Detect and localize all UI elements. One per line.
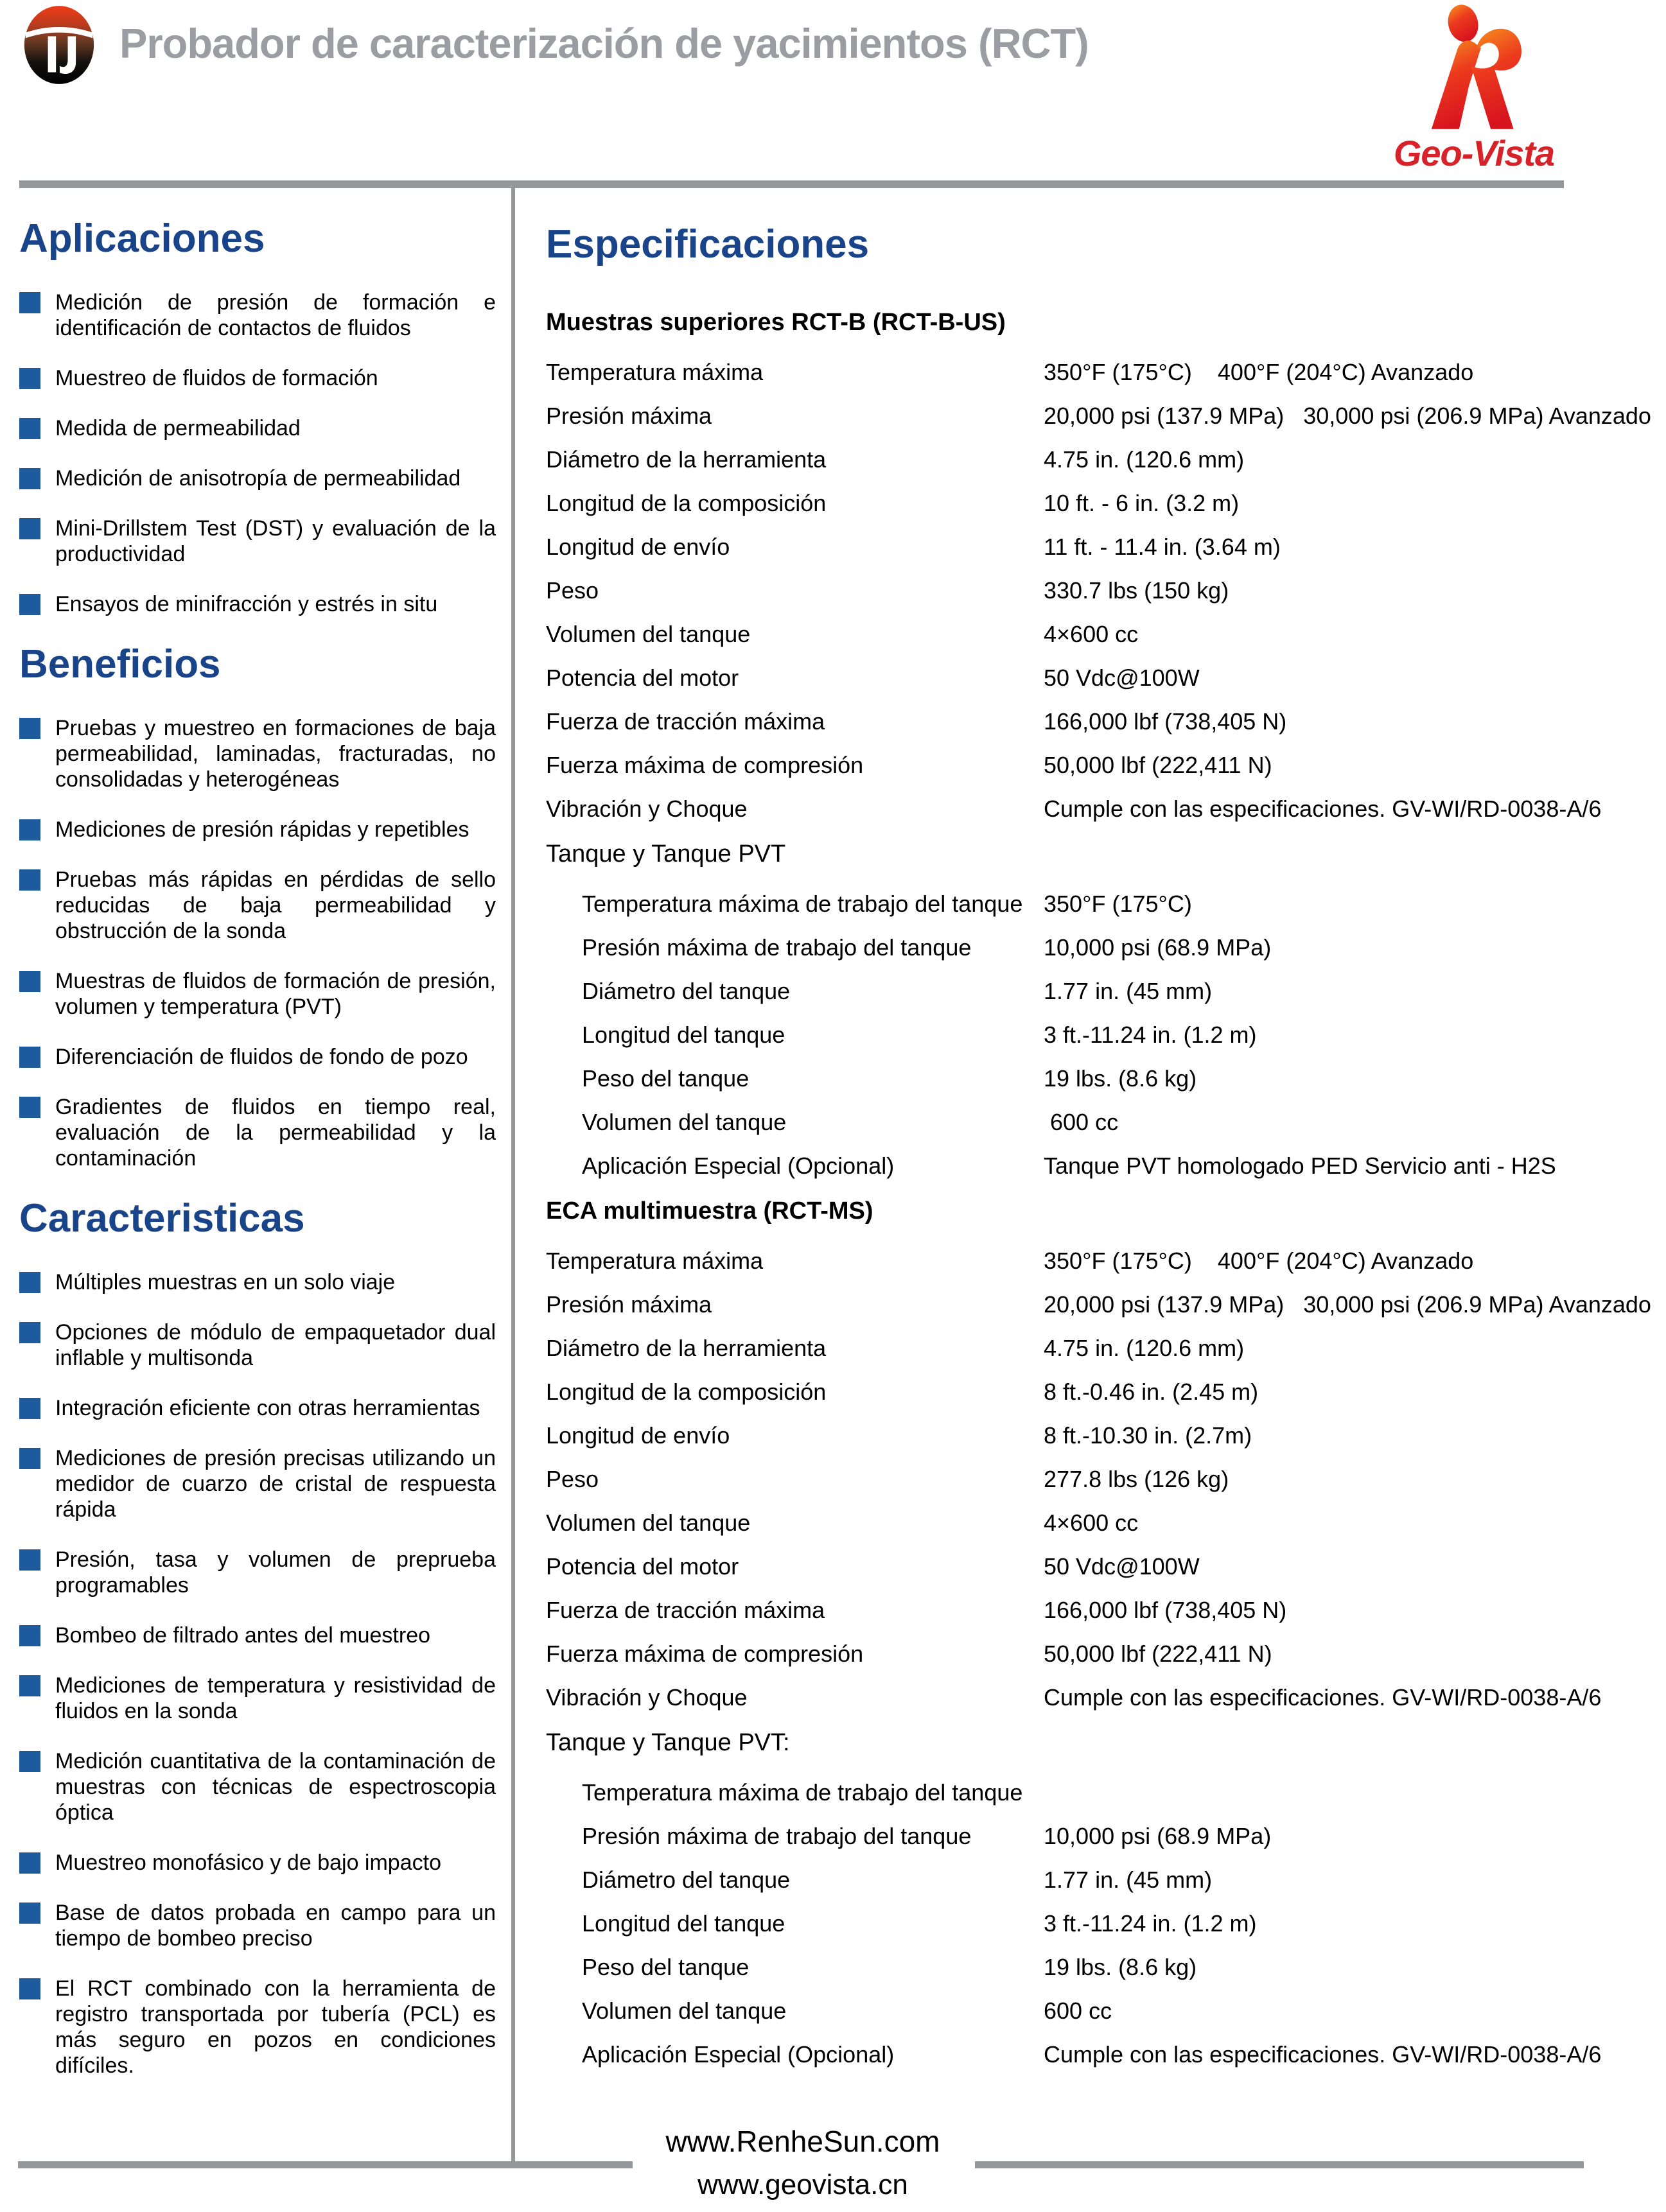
bullet-square-icon <box>19 292 40 313</box>
spec-row <box>546 1510 1656 1536</box>
spec-label: Diámetro del tanque <box>582 1867 791 1893</box>
spec-value: 10,000 psi (68.9 MPa) <box>1044 1823 1272 1849</box>
spec-row <box>546 1336 1656 1361</box>
bullet-text: Ensayos de minifracción y estrés in situ <box>55 592 438 616</box>
bullet-item <box>19 1445 496 1522</box>
header-rule <box>19 180 1564 188</box>
spec-label: Potencia del motor <box>546 665 739 691</box>
bullet-item <box>19 1673 496 1724</box>
spec-value: 4.75 in. (120.6 mm) <box>1044 1335 1245 1361</box>
spec-label: Temperatura máxima de trabajo del tanque <box>582 891 1023 917</box>
bullet-item <box>19 1395 496 1421</box>
spec-row <box>546 665 1656 691</box>
spec-label: Longitud del tanque <box>582 1910 785 1937</box>
spec-sections <box>546 308 1656 2068</box>
bullet-text: Bombeo de filtrado antes del muestreo <box>55 1623 431 1648</box>
footer-url-geovista: www.geovista.cn <box>697 2169 908 2200</box>
bullet-item <box>19 1547 496 1598</box>
footer-rule-right <box>975 2161 1584 2168</box>
spec-value: 600 cc <box>1044 1998 1112 2024</box>
spec-row <box>546 1955 1656 1980</box>
spec-value: Cumple con las especificaciones. GV-WI/RD-0038-A/6 <box>1044 2041 1602 2068</box>
bullet-item <box>19 591 496 617</box>
spec-value: 50 Vdc@100W <box>1044 1553 1200 1580</box>
bullet-item <box>19 867 496 944</box>
spec-label: Potencia del motor <box>546 1553 739 1580</box>
spec-label: Aplicación Especial (Opcional) <box>582 2041 895 2068</box>
bullet-square-icon <box>19 518 40 539</box>
bullet-text: Medición cuantitativa de la contaminación de muestras con técnicas de espectroscopia óptica <box>55 1749 496 1825</box>
bullet-item <box>19 290 496 341</box>
spec-row <box>546 979 1656 1004</box>
spec-value: 8 ft.-10.30 in. (2.7m) <box>1044 1422 1252 1449</box>
bullet-square-icon <box>19 1978 40 1999</box>
spec-row <box>546 935 1656 961</box>
bullet-text: Mediciones de presión rápidas y repetibles <box>55 817 469 842</box>
bullet-text: Medición de anisotropía de permeabilidad <box>55 466 461 491</box>
bullet-item <box>19 365 496 391</box>
spec-label: Aplicación Especial (Opcional) <box>582 1153 895 1179</box>
brand-wordmark: Geo-Vista <box>1393 133 1555 173</box>
spec-row <box>546 578 1656 604</box>
bullet-square-icon <box>19 1047 40 1068</box>
bullet-text: Presión, tasa y volumen de preprueba programables <box>55 1547 496 1598</box>
spec-value: 20,000 psi (137.9 MPa) 30,000 psi (206.9 MPa) Avanzado <box>1044 403 1651 429</box>
spec-label: Longitud de envío <box>546 1422 730 1449</box>
spec-value: Tanque PVT homologado PED Servicio anti - H2S <box>1044 1153 1556 1179</box>
bullet-square-icon <box>19 1448 40 1469</box>
bullet-square-icon <box>19 1625 40 1646</box>
spec-row <box>546 1641 1656 1667</box>
bullet-item <box>19 817 496 842</box>
spec-row <box>546 1292 1656 1318</box>
spec-row <box>546 1110 1656 1135</box>
spec-row <box>546 1467 1656 1492</box>
spec-row <box>546 491 1656 516</box>
spec-row <box>546 1022 1656 1048</box>
bullet-square-icon <box>19 468 40 489</box>
bullet-text: Muestreo de fluidos de formación <box>55 366 378 390</box>
spec-label: Temperatura máxima <box>546 359 764 385</box>
spec-label: Peso del tanque <box>582 1065 750 1092</box>
footer-rule-left <box>18 2161 633 2168</box>
spec-label: Presión máxima de trabajo del tanque <box>582 934 972 961</box>
spec-value: 330.7 lbs (150 kg) <box>1044 577 1229 604</box>
bullet-text: Muestreo monofásico y de bajo impacto <box>55 1851 441 1875</box>
spec-value: 19 lbs. (8.6 kg) <box>1044 1065 1197 1092</box>
bullet-item <box>19 1044 496 1070</box>
bullet-item <box>19 968 496 1020</box>
bullet-text: Medición de presión de formación e identificación de contactos de fluidos <box>55 290 496 340</box>
spec-subheading: Tanque y Tanque PVT <box>546 840 786 867</box>
spec-value: 8 ft.-0.46 in. (2.45 m) <box>1044 1379 1259 1405</box>
spec-value: 10 ft. - 6 in. (3.2 m) <box>1044 490 1240 516</box>
spec-value: 166,000 lbf (738,405 N) <box>1044 708 1287 735</box>
bullet-text: Diferenciación de fluidos de fondo de pozo <box>55 1045 468 1069</box>
specifications-heading: Especificaciones <box>546 222 870 266</box>
bullet-square-icon <box>19 1272 40 1293</box>
bullet-item <box>19 1623 496 1648</box>
bullet-text: Medida de permeabilidad <box>55 416 301 440</box>
spec-value: 10,000 psi (68.9 MPa) <box>1044 934 1272 961</box>
spec-label: Longitud de envío <box>546 534 730 560</box>
footer-url-renhesun: www.RenheSun.com <box>665 2125 940 2158</box>
spec-label: Peso <box>546 577 599 604</box>
section-heading: Caracteristicas <box>19 1196 305 1241</box>
bullet-square-icon <box>19 1097 40 1118</box>
spec-row <box>546 534 1656 560</box>
bullet-item <box>19 1900 496 1951</box>
column-divider <box>511 188 515 2161</box>
spec-value: 19 lbs. (8.6 kg) <box>1044 1954 1197 1980</box>
spec-label: Diámetro del tanque <box>582 978 791 1004</box>
bullet-item <box>19 466 496 491</box>
spec-value: 50,000 lbf (222,411 N) <box>1044 1641 1272 1667</box>
bullet-square-icon <box>19 1751 40 1772</box>
spec-value: 3 ft.-11.24 in. (1.2 m) <box>1044 1022 1257 1048</box>
bullet-square-icon <box>19 1852 40 1874</box>
spec-label: Diámetro de la herramienta <box>546 1335 827 1361</box>
spec-value: 4×600 cc <box>1044 621 1139 647</box>
bullet-text: Integración eficiente con otras herramientas <box>55 1396 480 1420</box>
spec-row <box>546 622 1656 647</box>
bullet-item <box>19 1850 496 1876</box>
spec-label: Volumen del tanque <box>582 1109 787 1135</box>
bullet-item <box>19 1319 496 1371</box>
spec-row <box>546 1685 1656 1711</box>
spec-value: Cumple con las especificaciones. GV-WI/RD-0038-A/6 <box>1044 1684 1602 1711</box>
spec-value: 600 cc <box>1044 1109 1119 1135</box>
spec-row <box>546 1780 1656 1806</box>
spec-value: 50 Vdc@100W <box>1044 665 1200 691</box>
bullet-square-icon <box>19 418 40 439</box>
spec-label: Longitud de la composición <box>546 1379 827 1405</box>
spec-value: 166,000 lbf (738,405 N) <box>1044 1597 1287 1623</box>
bullet-text: Muestras de fluidos de formación de presión, volumen y temperatura (PVT) <box>55 969 496 1019</box>
bullet-text: Opciones de módulo de empaquetador dual inflable y multisonda <box>55 1320 496 1370</box>
bullet-item <box>19 1094 496 1171</box>
bullet-square-icon <box>19 1322 40 1343</box>
spec-row <box>546 1554 1656 1580</box>
spec-value: 4×600 cc <box>1044 1510 1139 1536</box>
right-column <box>546 222 1656 2086</box>
spec-row <box>546 447 1656 473</box>
spec-value: 4.75 in. (120.6 mm) <box>1044 446 1245 473</box>
spec-label: Fuerza de tracción máxima <box>546 708 825 735</box>
spec-value: 50,000 lbf (222,411 N) <box>1044 752 1272 778</box>
spec-row <box>546 1423 1656 1449</box>
section-heading: Aplicaciones <box>19 216 265 261</box>
spec-label: Vibración y Choque <box>546 1684 748 1711</box>
bullet-item <box>19 516 496 567</box>
geovista-logo <box>1336 3 1612 174</box>
bullet-text: Mini-Drillstem Test (DST) y evaluación de la productividad <box>55 516 496 566</box>
spec-row <box>546 2042 1656 2068</box>
spec-subheading: ECA multimuestra (RCT-MS) <box>546 1197 873 1224</box>
spec-label: Fuerza de tracción máxima <box>546 1597 825 1623</box>
left-column <box>19 216 496 2103</box>
spec-value: 350°F (175°C) 400°F (204°C) Avanzado <box>1044 1248 1474 1274</box>
page-title: Probador de caracterización de yacimientos (RCT) <box>119 20 1089 67</box>
spec-label: Temperatura máxima <box>546 1248 764 1274</box>
spec-row <box>546 1153 1656 1179</box>
spec-label: Longitud de la composición <box>546 490 827 516</box>
spec-label: Peso del tanque <box>582 1954 750 1980</box>
spec-label: Longitud del tanque <box>582 1022 785 1048</box>
spec-label: Volumen del tanque <box>546 1510 751 1536</box>
spec-value: 20,000 psi (137.9 MPa) 30,000 psi (206.9 MPa) Avanzado <box>1044 1291 1651 1318</box>
bullet-text: Pruebas y muestreo en formaciones de baja permeabilidad, laminadas, fracturadas, no consolidadas y heterogéneas <box>55 716 496 792</box>
spec-subheading: Muestras superiores RCT-B (RCT-B-US) <box>546 309 1006 336</box>
bullet-item <box>19 715 496 792</box>
spec-row <box>546 1867 1656 1893</box>
spec-label: Diámetro de la herramienta <box>546 446 827 473</box>
geovista-r-icon <box>1400 3 1548 131</box>
bullet-text: El RCT combinado con la herramienta de registro transportada por tubería (PCL) es más seguro en pozos en condiciones difíciles. <box>55 1976 496 2078</box>
bullet-square-icon <box>19 819 40 840</box>
bullet-item <box>19 1269 496 1295</box>
spec-row <box>546 360 1656 385</box>
spec-value: 11 ft. - 11.4 in. (3.64 m) <box>1044 534 1281 560</box>
spec-value <box>1044 1780 1656 1806</box>
spec-row <box>546 1598 1656 1623</box>
bullet-text: Gradientes de fluidos en tiempo real, evaluación de la permeabilidad y la contaminación <box>55 1095 496 1171</box>
spec-row <box>546 753 1656 778</box>
spec-value: Cumple con las especificaciones. GV-WI/RD-0038-A/6 <box>1044 796 1602 822</box>
spec-value: 350°F (175°C) <box>1044 891 1192 917</box>
spec-label: Volumen del tanque <box>582 1998 787 2024</box>
spec-value: 350°F (175°C) 400°F (204°C) Avanzado <box>1044 359 1474 385</box>
bullet-square-icon <box>19 869 40 891</box>
bullet-item <box>19 1976 496 2078</box>
bullet-text: Múltiples muestras en un solo viaje <box>55 1270 396 1294</box>
spec-row <box>546 891 1656 917</box>
bullet-square-icon <box>19 718 40 739</box>
spec-subheading: Tanque y Tanque PVT: <box>546 1729 790 1756</box>
spec-value: 1.77 in. (45 mm) <box>1044 978 1213 1004</box>
bullet-text: Mediciones de presión precisas utilizando un medidor de cuarzo de cristal de respuesta rápida <box>55 1446 496 1522</box>
spec-row <box>546 1248 1656 1274</box>
spec-label: Fuerza máxima de compresión <box>546 752 864 778</box>
spec-value: 277.8 lbs (126 kg) <box>1044 1466 1229 1492</box>
spec-label: Volumen del tanque <box>546 621 751 647</box>
spec-row <box>546 1911 1656 1937</box>
bullet-text: Pruebas más rápidas en pérdidas de sello reducidas de baja permeabilidad y obstrucción de la sonda <box>55 867 496 943</box>
bullet-square-icon <box>19 1903 40 1924</box>
spec-row <box>546 1379 1656 1405</box>
spec-row <box>546 796 1656 822</box>
spec-row <box>546 1998 1656 2024</box>
bullet-item <box>19 415 496 441</box>
spec-label: Temperatura máxima de trabajo del tanque <box>582 1779 1023 1806</box>
spec-row <box>546 1066 1656 1092</box>
spec-row <box>546 709 1656 735</box>
spec-label: Peso <box>546 1466 599 1492</box>
bullet-square-icon <box>19 1398 40 1419</box>
bullet-square-icon <box>19 1549 40 1571</box>
bullet-square-icon <box>19 971 40 992</box>
spec-label: Presión máxima de trabajo del tanque <box>582 1823 972 1849</box>
section-heading: Beneficios <box>19 642 221 686</box>
spec-value: 1.77 in. (45 mm) <box>1044 1867 1213 1893</box>
bullet-square-icon <box>19 1675 40 1696</box>
spec-label: Presión máxima <box>546 403 712 429</box>
spec-row <box>546 403 1656 429</box>
bullet-square-icon <box>19 594 40 615</box>
spec-label: Vibración y Choque <box>546 796 748 822</box>
bullet-square-icon <box>19 368 40 389</box>
company-logo-icon <box>22 4 96 86</box>
spec-row <box>546 1824 1656 1849</box>
spec-label: Fuerza máxima de compresión <box>546 1641 864 1667</box>
bullet-item <box>19 1748 496 1825</box>
spec-value: 3 ft.-11.24 in. (1.2 m) <box>1044 1910 1257 1937</box>
bullet-text: Mediciones de temperatura y resistividad de fluidos en la sonda <box>55 1673 496 1723</box>
bullet-text: Base de datos probada en campo para un tiempo de bombeo preciso <box>55 1901 496 1951</box>
spec-label: Presión máxima <box>546 1291 712 1318</box>
